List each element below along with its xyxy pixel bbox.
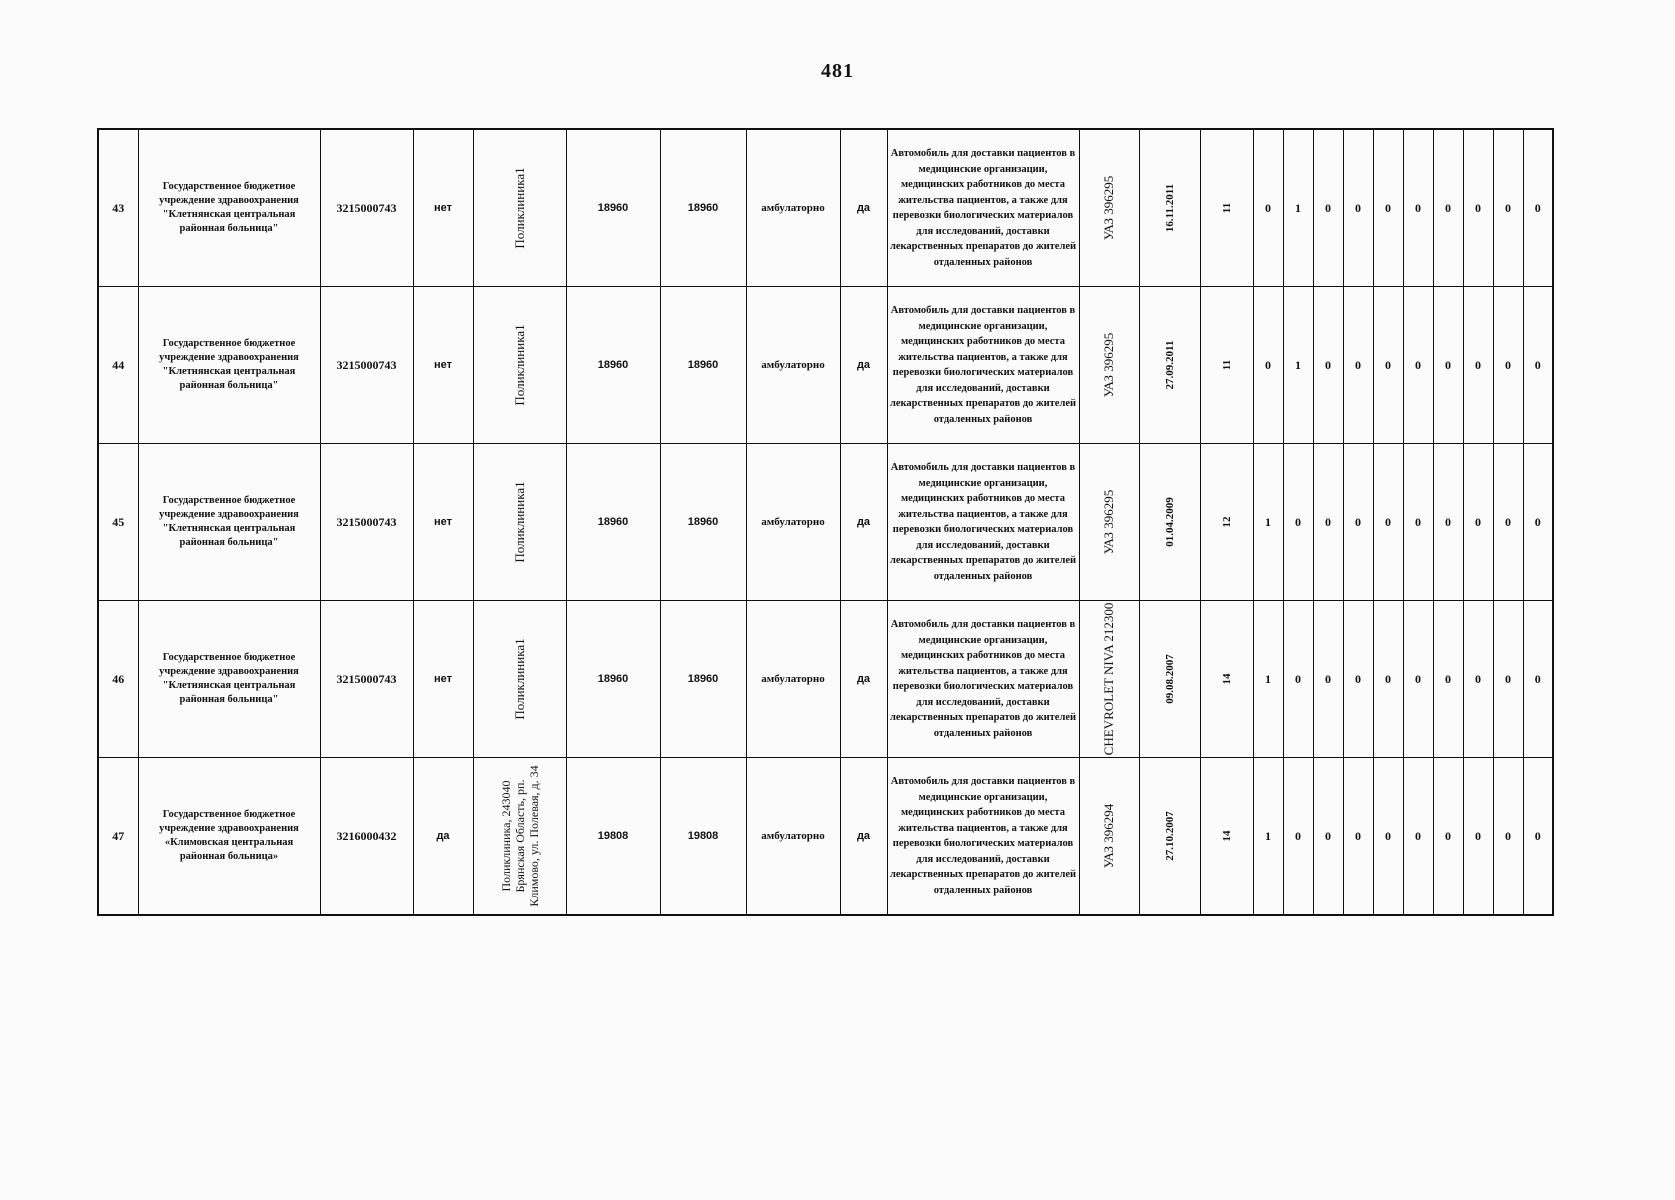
indicator-cell: 0 (1493, 601, 1523, 758)
yes-value: да (840, 758, 887, 916)
vehicle-age (1200, 601, 1253, 758)
code-1: 18960 (566, 129, 660, 287)
code-2: 18960 (660, 129, 746, 287)
indicator-cell: 0 (1523, 287, 1553, 444)
indicator-cell: 0 (1283, 444, 1313, 601)
indicator-cell: 0 (1523, 601, 1553, 758)
indicator-cell: 0 (1433, 601, 1463, 758)
service-mode: амбулаторно (746, 287, 840, 444)
flag-value: нет (413, 287, 473, 444)
indicator-cell: 0 (1373, 287, 1403, 444)
row-number: 44 (98, 287, 138, 444)
table-row (98, 758, 1553, 916)
vehicle-model-text: УАЗ 396295 (1101, 175, 1116, 241)
indicator-cell: 0 (1313, 287, 1343, 444)
indicator-cell: 1 (1283, 129, 1313, 287)
vehicle-purpose: Автомобиль для доставки пациентов в медицинские организации, медицинских работников до места жительства пациентов, а также для перевозки биологических материалов для исследований, доставки лекарственных препаратов до жителей отдаленных районов (887, 601, 1079, 758)
indicator-cell: 1 (1253, 758, 1283, 916)
service-mode: амбулаторно (746, 129, 840, 287)
location-name (473, 444, 566, 601)
indicator-cell: 0 (1523, 444, 1553, 601)
organization-name: Государственное бюджетное учреждение здравоохранения "Клетнянская центральная районная больница" (138, 601, 320, 758)
vehicle-age (1200, 287, 1253, 444)
indicator-cell: 1 (1253, 601, 1283, 758)
inn-code: 3216000432 (320, 758, 413, 916)
indicator-cell: 0 (1343, 601, 1373, 758)
indicator-cell: 0 (1253, 287, 1283, 444)
location-name-text: Поликлиника1 (511, 167, 527, 249)
vehicle-model (1079, 129, 1139, 287)
indicator-cell: 0 (1463, 601, 1493, 758)
indicator-cell: 0 (1463, 129, 1493, 287)
vehicle-age-text: 11 (1220, 202, 1233, 214)
registration-date-text: 16.11.2011 (1163, 183, 1176, 233)
flag-value: нет (413, 129, 473, 287)
table-row (98, 129, 1553, 287)
indicator-cell: 0 (1343, 129, 1373, 287)
registration-date (1139, 129, 1200, 287)
location-name (473, 758, 566, 916)
indicator-cell: 0 (1283, 601, 1313, 758)
indicator-cell: 0 (1403, 444, 1433, 601)
indicator-cell: 0 (1343, 444, 1373, 601)
vehicle-model-text: УАЗ 396294 (1101, 803, 1116, 869)
vehicle-age-text: 14 (1220, 673, 1233, 685)
code-1: 18960 (566, 287, 660, 444)
indicator-cell: 0 (1493, 129, 1523, 287)
vehicle-purpose: Автомобиль для доставки пациентов в медицинские организации, медицинских работников до места жительства пациентов, а также для перевозки биологических материалов для исследований, доставки лекарственных препаратов до жителей отдаленных районов (887, 287, 1079, 444)
code-2: 18960 (660, 601, 746, 758)
yes-value: да (840, 601, 887, 758)
indicator-cell: 1 (1283, 287, 1313, 444)
row-number: 47 (98, 758, 138, 916)
location-name (473, 601, 566, 758)
indicator-cell: 0 (1403, 601, 1433, 758)
indicator-cell: 0 (1373, 758, 1403, 916)
indicator-cell: 0 (1493, 287, 1523, 444)
flag-value: нет (413, 601, 473, 758)
code-2: 18960 (660, 444, 746, 601)
indicator-cell: 0 (1313, 444, 1343, 601)
table-row (98, 444, 1553, 601)
vehicle-model-text: УАЗ 396295 (1101, 489, 1116, 555)
indicator-cell: 0 (1253, 129, 1283, 287)
code-2: 18960 (660, 287, 746, 444)
indicator-cell: 0 (1373, 601, 1403, 758)
vehicle-model (1079, 444, 1139, 601)
vehicle-age-text: 12 (1220, 516, 1233, 528)
indicator-cell: 0 (1493, 758, 1523, 916)
organization-name: Государственное бюджетное учреждение здравоохранения "Клетнянская центральная районная больница" (138, 287, 320, 444)
indicator-cell: 0 (1523, 758, 1553, 916)
vehicle-age (1200, 444, 1253, 601)
indicator-cell: 0 (1433, 758, 1463, 916)
code-2: 19808 (660, 758, 746, 916)
indicator-cell: 0 (1403, 129, 1433, 287)
registration-date (1139, 758, 1200, 916)
indicator-cell: 1 (1253, 444, 1283, 601)
indicator-cell: 0 (1463, 444, 1493, 601)
code-1: 18960 (566, 601, 660, 758)
organization-name: Государственное бюджетное учреждение здравоохранения "Клетнянская центральная районная больница" (138, 444, 320, 601)
indicator-cell: 0 (1283, 758, 1313, 916)
indicator-cell: 0 (1433, 444, 1463, 601)
inn-code: 3215000743 (320, 444, 413, 601)
service-mode: амбулаторно (746, 444, 840, 601)
indicator-cell: 0 (1343, 287, 1373, 444)
registration-date-text: 27.10.2007 (1163, 811, 1176, 861)
vehicle-model-text: CHEVROLET NIVA 212300 (1101, 602, 1116, 756)
indicator-cell: 0 (1313, 601, 1343, 758)
indicator-cell: 0 (1403, 287, 1433, 444)
yes-value: да (840, 444, 887, 601)
vehicle-age (1200, 758, 1253, 916)
vehicle-age (1200, 129, 1253, 287)
location-name-text: Поликлиника1 (511, 324, 527, 406)
location-name-text: Поликлиника1 (511, 481, 527, 563)
vehicle-purpose: Автомобиль для доставки пациентов в медицинские организации, медицинских работников до места жительства пациентов, а также для перевозки биологических материалов для исследований, доставки лекарственных препаратов до жителей отдаленных районов (887, 129, 1079, 287)
indicator-cell: 0 (1493, 444, 1523, 601)
service-mode: амбулаторно (746, 601, 840, 758)
location-name-text: Поликлиника1 (511, 638, 527, 720)
row-number: 45 (98, 444, 138, 601)
organization-name: Государственное бюджетное учреждение здравоохранения "Клетнянская центральная районная больница" (138, 129, 320, 287)
row-number: 43 (98, 129, 138, 287)
location-name (473, 129, 566, 287)
indicator-cell: 0 (1463, 287, 1493, 444)
indicator-cell: 0 (1523, 129, 1553, 287)
location-name-text: Поликлиника, 243040 Брянская Область, рп. Климово, ул. Полевая, д. 34 (498, 765, 541, 907)
vehicle-model-text: УАЗ 396295 (1101, 332, 1116, 398)
inn-code: 3215000743 (320, 601, 413, 758)
location-name (473, 287, 566, 444)
indicator-cell: 0 (1313, 129, 1343, 287)
yes-value: да (840, 287, 887, 444)
vehicle-model (1079, 287, 1139, 444)
flag-value: нет (413, 444, 473, 601)
indicator-cell: 0 (1313, 758, 1343, 916)
registration-date-text: 01.04.2009 (1163, 497, 1176, 547)
table-row (98, 601, 1553, 758)
indicator-cell: 0 (1373, 129, 1403, 287)
vehicle-model (1079, 758, 1139, 916)
registration-date (1139, 444, 1200, 601)
registration-date-text: 09.08.2007 (1163, 654, 1176, 704)
vehicle-age-text: 14 (1220, 830, 1233, 842)
inn-code: 3215000743 (320, 129, 413, 287)
vehicle-age-text: 11 (1220, 359, 1233, 371)
organization-name: Государственное бюджетное учреждение здравоохранения «Климовская центральная районная больница» (138, 758, 320, 916)
registration-date (1139, 287, 1200, 444)
indicator-cell: 0 (1433, 129, 1463, 287)
row-number: 46 (98, 601, 138, 758)
indicator-cell: 0 (1403, 758, 1433, 916)
vehicle-purpose: Автомобиль для доставки пациентов в медицинские организации, медицинских работников до места жительства пациентов, а также для перевозки биологических материалов для исследований, доставки лекарственных препаратов до жителей отдаленных районов (887, 444, 1079, 601)
indicator-cell: 0 (1343, 758, 1373, 916)
vehicle-model (1079, 601, 1139, 758)
flag-value: да (413, 758, 473, 916)
registration-date-text: 27.09.2011 (1163, 340, 1176, 390)
indicator-cell: 0 (1433, 287, 1463, 444)
page-number: 481 (821, 60, 854, 82)
registration-date (1139, 601, 1200, 758)
service-mode: амбулаторно (746, 758, 840, 916)
indicator-cell: 0 (1373, 444, 1403, 601)
inn-code: 3215000743 (320, 287, 413, 444)
table-row (98, 287, 1553, 444)
indicator-cell: 0 (1463, 758, 1493, 916)
code-1: 18960 (566, 444, 660, 601)
yes-value: да (840, 129, 887, 287)
vehicle-register-table (97, 128, 1554, 916)
vehicle-purpose: Автомобиль для доставки пациентов в медицинские организации, медицинских работников до места жительства пациентов, а также для перевозки биологических материалов для исследований, доставки лекарственных препаратов до жителей отдаленных районов (887, 758, 1079, 916)
code-1: 19808 (566, 758, 660, 916)
